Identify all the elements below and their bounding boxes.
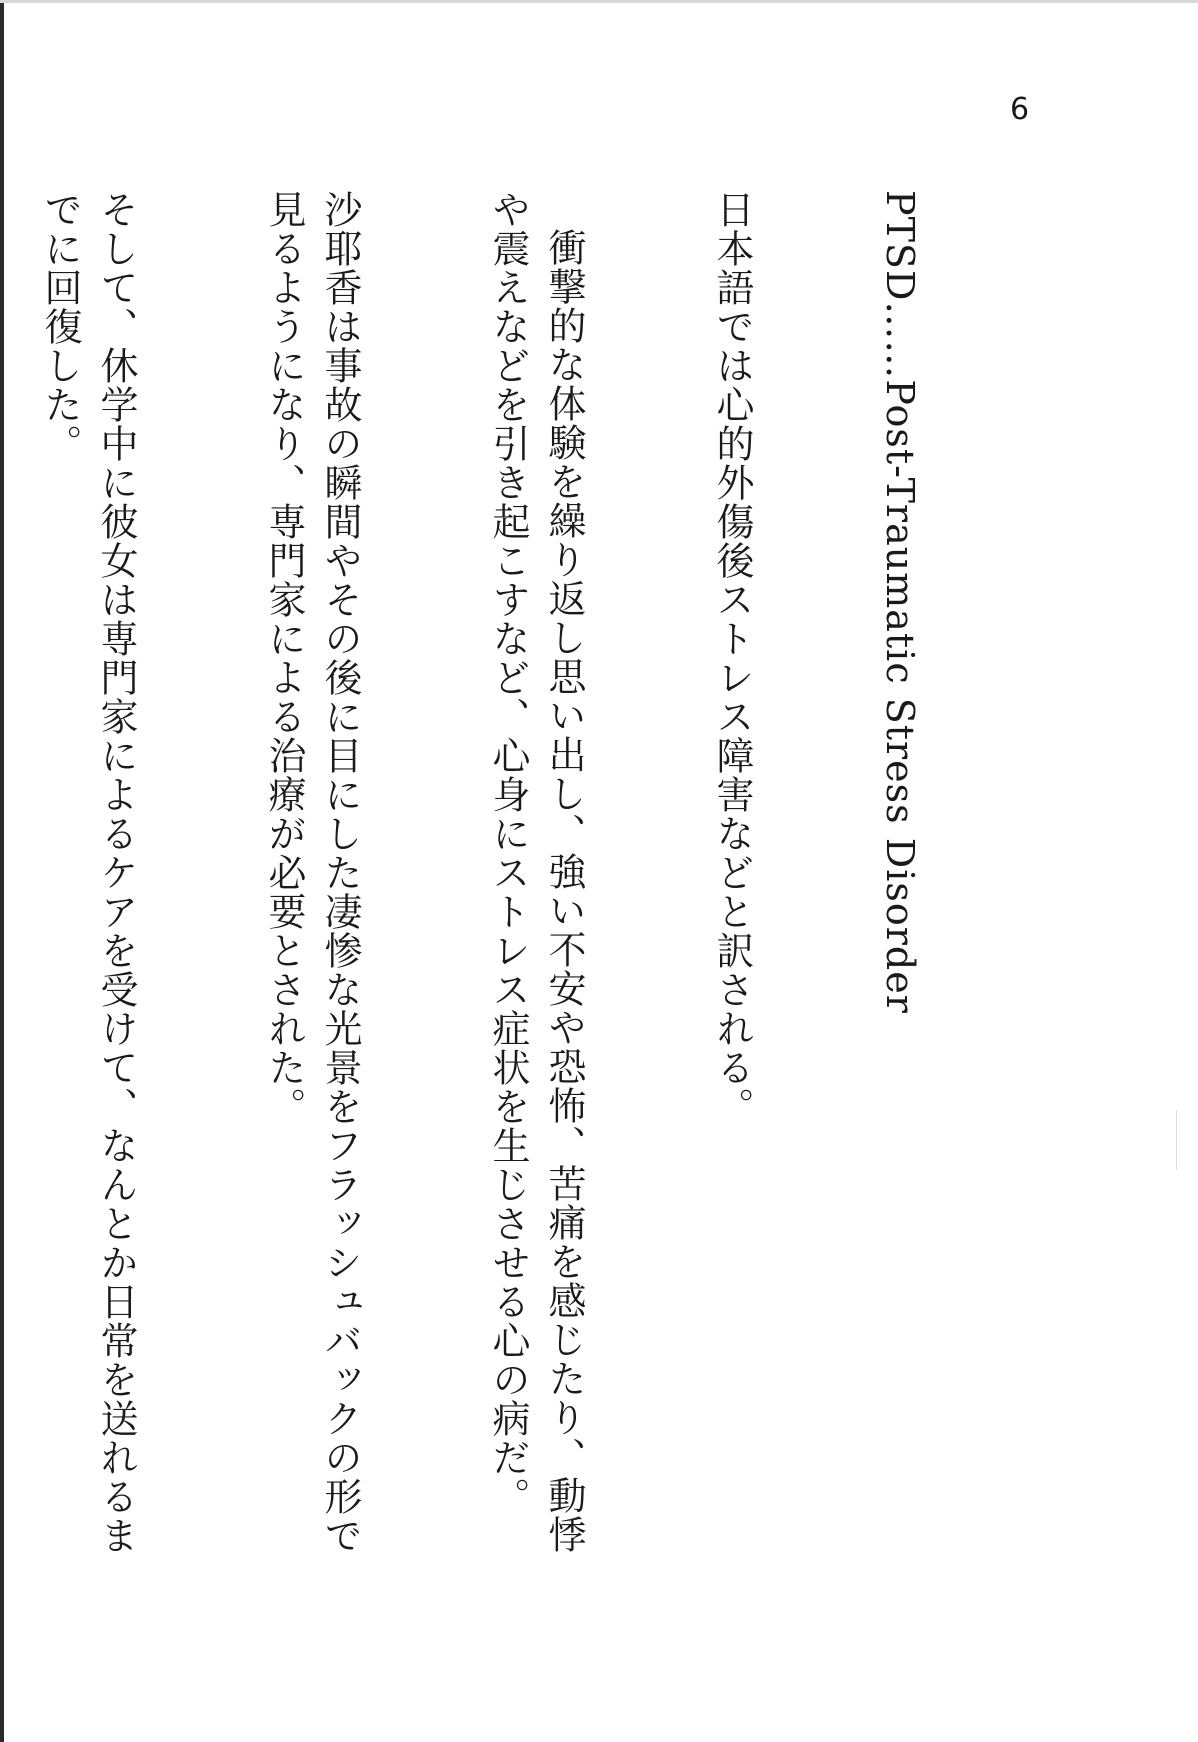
vertical-text-body xyxy=(0,190,1040,1590)
scan-artifact-line xyxy=(1176,1110,1177,1170)
page-number: 6 xyxy=(1010,92,1030,127)
scan-edge-top xyxy=(0,0,1198,3)
paragraph: 日本語では心的外傷後ストレス障害などと訳される。 xyxy=(710,190,754,1126)
paragraph: そして、休学中に彼女は専門家によるケアを受けて、なんとか日常を送れるまでに回復した。 xyxy=(38,190,138,1555)
paragraph: 沙耶香は事故の瞬間やその後に目にした凄惨な光景をフラッシュバックの形で見るようになり、専門家による治療が必要とされた。 xyxy=(262,190,362,1555)
paragraph: 衝撃的な体験を繰り返し思い出し、強い不安や恐怖、苦痛を感じたり、動悸や震えなどを引き起こすなど、心身にストレス症状を生じさせる心の病だ。 xyxy=(486,190,586,1554)
heading-line: PTSD……Post-Traumatic Stress Disorder xyxy=(878,190,922,1014)
